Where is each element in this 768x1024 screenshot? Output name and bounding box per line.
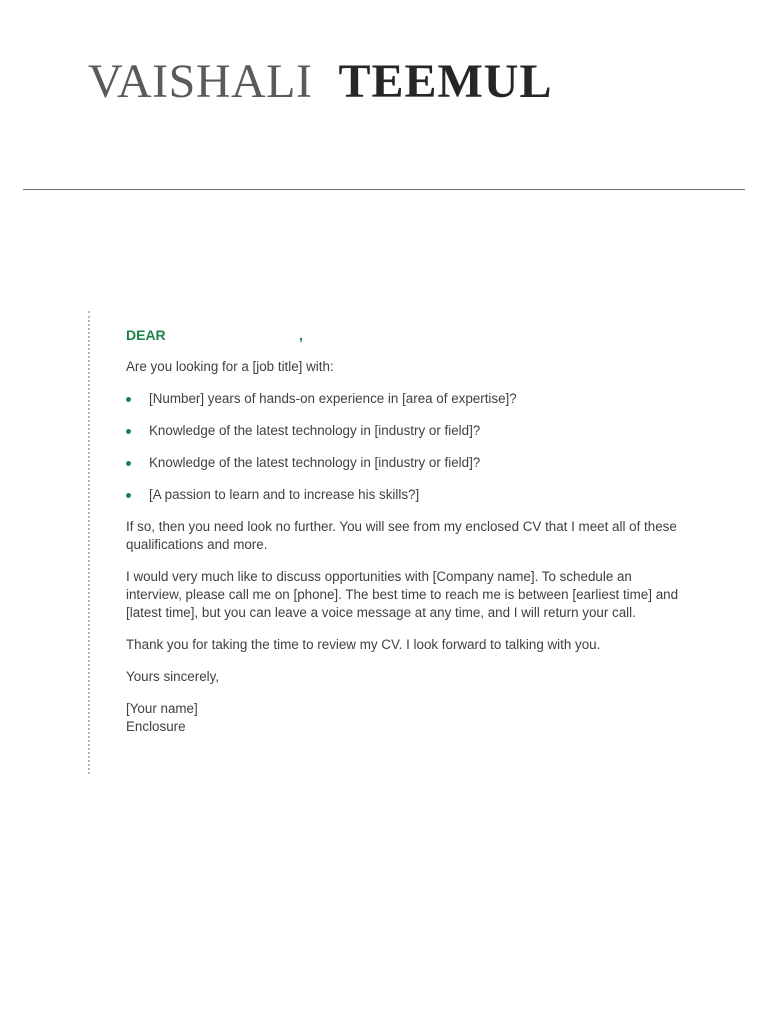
list-item-text: Knowledge of the latest technology in [industry or field]? — [149, 423, 481, 438]
bullet-icon — [126, 461, 131, 466]
list-item — [126, 454, 688, 472]
qualifications-paragraph: If so, then you need look no further. You will see from my enclosed CV that I meet all of these qualifications and more. — [126, 519, 677, 552]
list-item-text: [Number] years of hands-on experience in [area of expertise]? — [149, 391, 517, 406]
salutation-text: DEAR — [126, 327, 166, 343]
bullet-icon — [126, 493, 131, 498]
bullet-icon — [126, 397, 131, 402]
signature-block — [126, 700, 688, 736]
thanks-paragraph: Thank you for taking the time to review my CV. I look forward to talking with you. — [126, 637, 601, 652]
intro-paragraph: Are you looking for a [job title] with: — [126, 359, 334, 374]
first-name: VAISHALI — [88, 55, 313, 108]
list-item — [126, 422, 688, 440]
bullet-icon — [126, 429, 131, 434]
list-item-text: Knowledge of the latest technology in [industry or field]? — [149, 455, 481, 470]
last-name: TEEMUL — [338, 55, 553, 108]
enclosure-note: Enclosure — [126, 719, 186, 734]
contact-paragraph: I would very much like to discuss opportunities with [Company name]. To schedule an interview, please call me on [phone]. The best time to reach me is between [earliest time] and [latest time], but you can leave a voice message at any time, and I will return your call. — [126, 569, 679, 620]
author-name-heading — [88, 52, 552, 112]
header-divider — [23, 189, 745, 190]
closing: Yours sincerely, — [126, 669, 220, 684]
list-item — [126, 390, 688, 408]
qualifications-list — [126, 390, 688, 504]
salutation — [126, 326, 688, 344]
list-item-text: [A passion to learn and to increase his skills?] — [149, 487, 420, 502]
signature-name: [Your name] — [126, 701, 198, 716]
list-item — [126, 486, 688, 504]
cover-letter-body — [88, 311, 688, 774]
salutation-comma: , — [299, 327, 303, 343]
